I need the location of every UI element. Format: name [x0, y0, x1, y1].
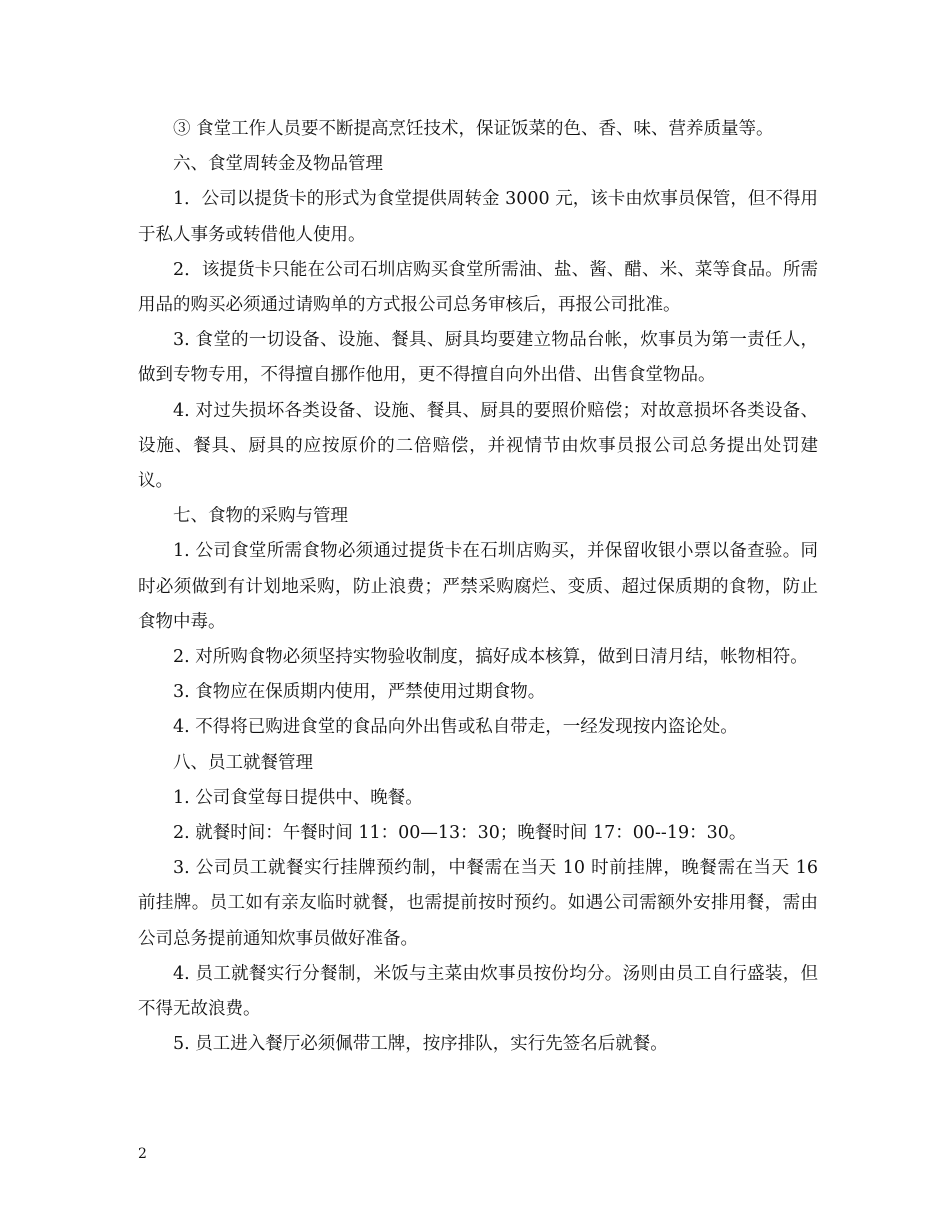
section-heading-6: 六、食堂周转金及物品管理	[173, 154, 383, 175]
paragraph-7-1: 1. 公司食堂所需食物必须通过提货卡在石圳店购买，并保留收银小票以备查验。同时必须做到有计划地采购，防止浪费；严禁采购腐烂、变质、超过保质期的食物，防止食物中毒。	[138, 541, 818, 632]
paragraph-7-2: 2. 对所购食物必须坚持实物验收制度，搞好成本核算，做到日清月结，帐物相符。	[173, 647, 808, 668]
document-body	[138, 112, 818, 1062]
section-heading-7: 七、食物的采购与管理	[173, 506, 348, 527]
paragraph-7-4: 4. 不得将已购进食堂的食品向外出售或私自带走，一经发现按内盗论处。	[173, 717, 738, 738]
paragraph-8-1: 1. 公司食堂每日提供中、晚餐。	[173, 787, 423, 808]
paragraph-6-2: 2．该提货卡只能在公司石圳店购买食堂所需油、盐、酱、醋、米、菜等食品。所需用品的购买必须通过请购单的方式报公司总务审核后，再报公司批准。	[138, 259, 818, 316]
paragraph-8-2: 2. 就餐时间：午餐时间 11：00—13：30；晚餐时间 17：00--19：30。	[173, 823, 747, 844]
paragraph-8-5: 5. 员工进入餐厅必须佩带工牌，按序排队，实行先签名后就餐。	[173, 1034, 668, 1055]
paragraph-6-1: 1．公司以提货卡的形式为食堂提供周转金 3000 元，该卡由炊事员保管，但不得用于私人事务或转借他人使用。	[138, 189, 818, 245]
section-heading-8: 八、员工就餐管理	[173, 752, 313, 773]
paragraph-8-3: 3. 公司员工就餐实行挂牌预约制，中餐需在当天 10 时前挂牌，晚餐需在当天 16 前挂牌。员工如有亲友临时就餐，也需提前按时预约。如遇公司需额外安排用餐，需由公司总务提前通知炊事员做好准备。	[138, 858, 818, 949]
page-number: 2	[138, 1146, 147, 1162]
paragraph-7-3: 3. 食物应在保质期内使用，严禁使用过期食物。	[173, 682, 546, 703]
paragraph-8-4: 4. 员工就餐实行分餐制，米饭与主菜由炊事员按份均分。汤则由员工自行盛装，但不得无故浪费。	[138, 963, 818, 1020]
paragraph-6-3: 3. 食堂的一切设备、设施、餐具、厨具均要建立物品台帐，炊事员为第一责任人，做到专物专用，不得擅自挪作他用，更不得擅自向外出借、出售食堂物品。	[138, 330, 818, 386]
paragraph-6-4: 4. 对过失损坏各类设备、设施、餐具、厨具的要照价赔偿；对故意损坏各类设备、设施、餐具、厨具的应按原价的二倍赔偿，并视情节由炊事员报公司总务提出处罚建议。	[138, 400, 818, 492]
paragraph-item-3: ③ 食堂工作人员要不断提高烹饪技术，保证饭菜的色、香、味、营养质量等。	[173, 119, 774, 139]
